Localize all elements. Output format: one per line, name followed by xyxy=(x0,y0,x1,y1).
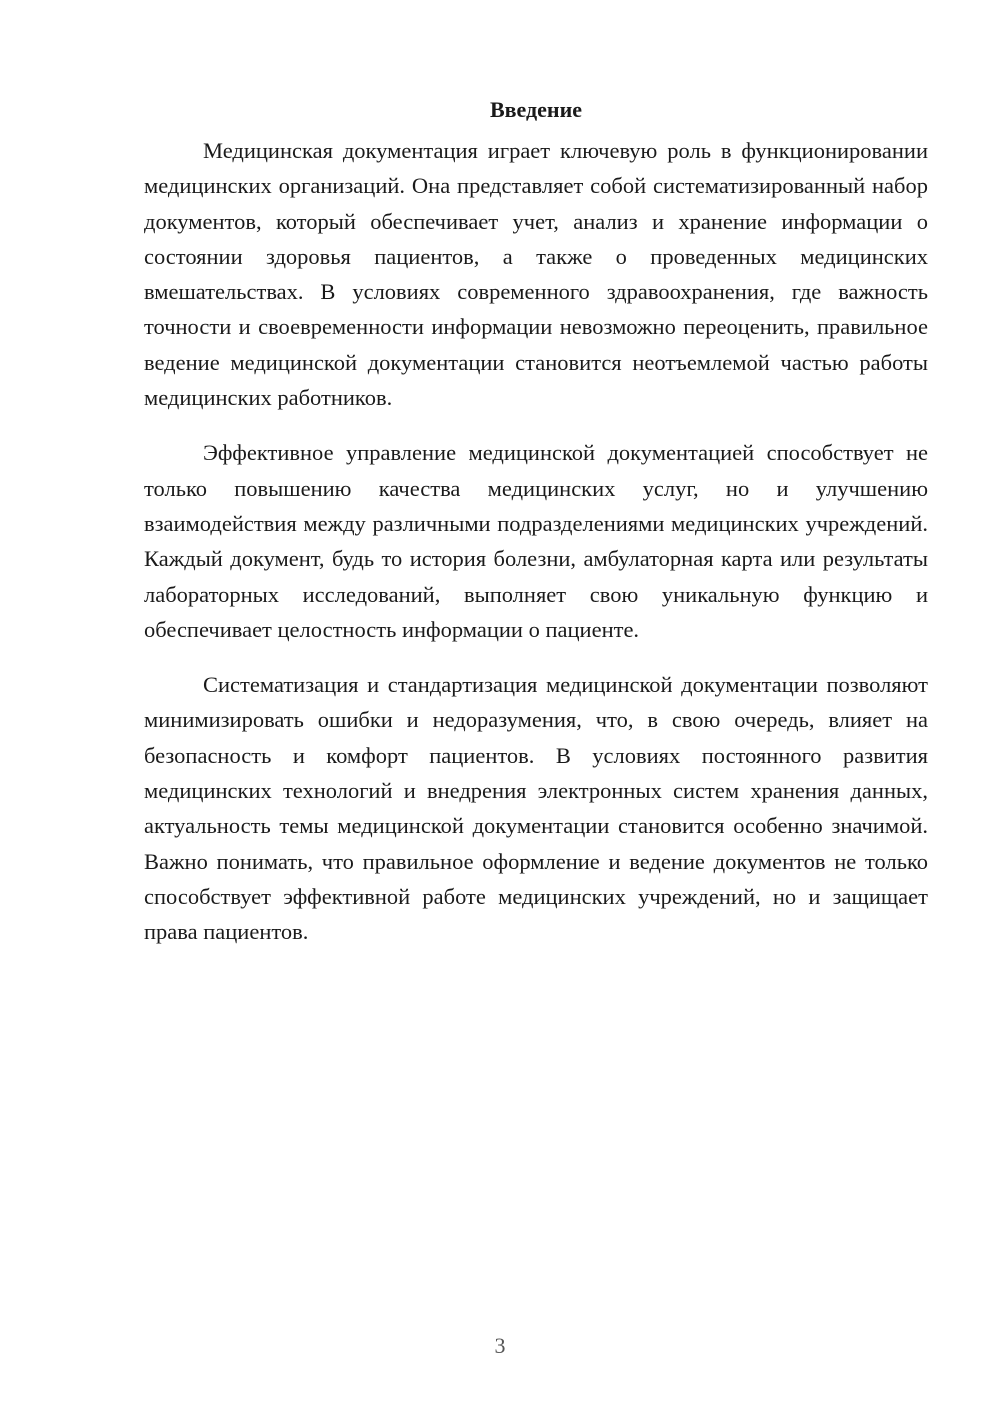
paragraph-3: Систематизация и стандартизация медицинской документации позволяют минимизировать ошибки и недоразумения, что, в свою очередь, влияет на безопасность и комфорт пациентов. В условиях постоянного развития медицинских технологий и внедрения электронных систем хранения данных, актуальность темы медицинской документации становится особенно значимой. Важно понимать, что правильное оформление и ведение документов не только способствует эффективной работе медицинских учреждений, но и защищает права пациентов. xyxy=(144,672,928,945)
page-number: 3 xyxy=(494,1333,506,1358)
paragraph-1: Медицинская документация играет ключевую роль в функционировании медицинских организаций. Она представляет собой систематизированный набор документов, который обеспечивает учет, анализ и хранение информации о состоянии здоровья пациентов, а также о проведенных медицинских вмешательствах. В условиях современного здравоохранения, где важность точности и своевременности информации невозможно переоценить, правильное ведение медицинской документации становится неотъемлемой частью работы медицинских работников. xyxy=(144,138,928,411)
paragraph-2: Эффективное управление медицинской документацией способствует не только повышению качества медицинских услуг, но и улучшению взаимодействия между различными подразделениями медицинских учреждений. Каждый документ, будь то история болезни, амбулаторная карта или результаты лабораторных исследований, выполняет свою уникальную функцию и обеспечивает целостность информации о пациенте. xyxy=(144,440,928,642)
section-title: Введение xyxy=(489,97,583,122)
page-content xyxy=(144,92,928,970)
